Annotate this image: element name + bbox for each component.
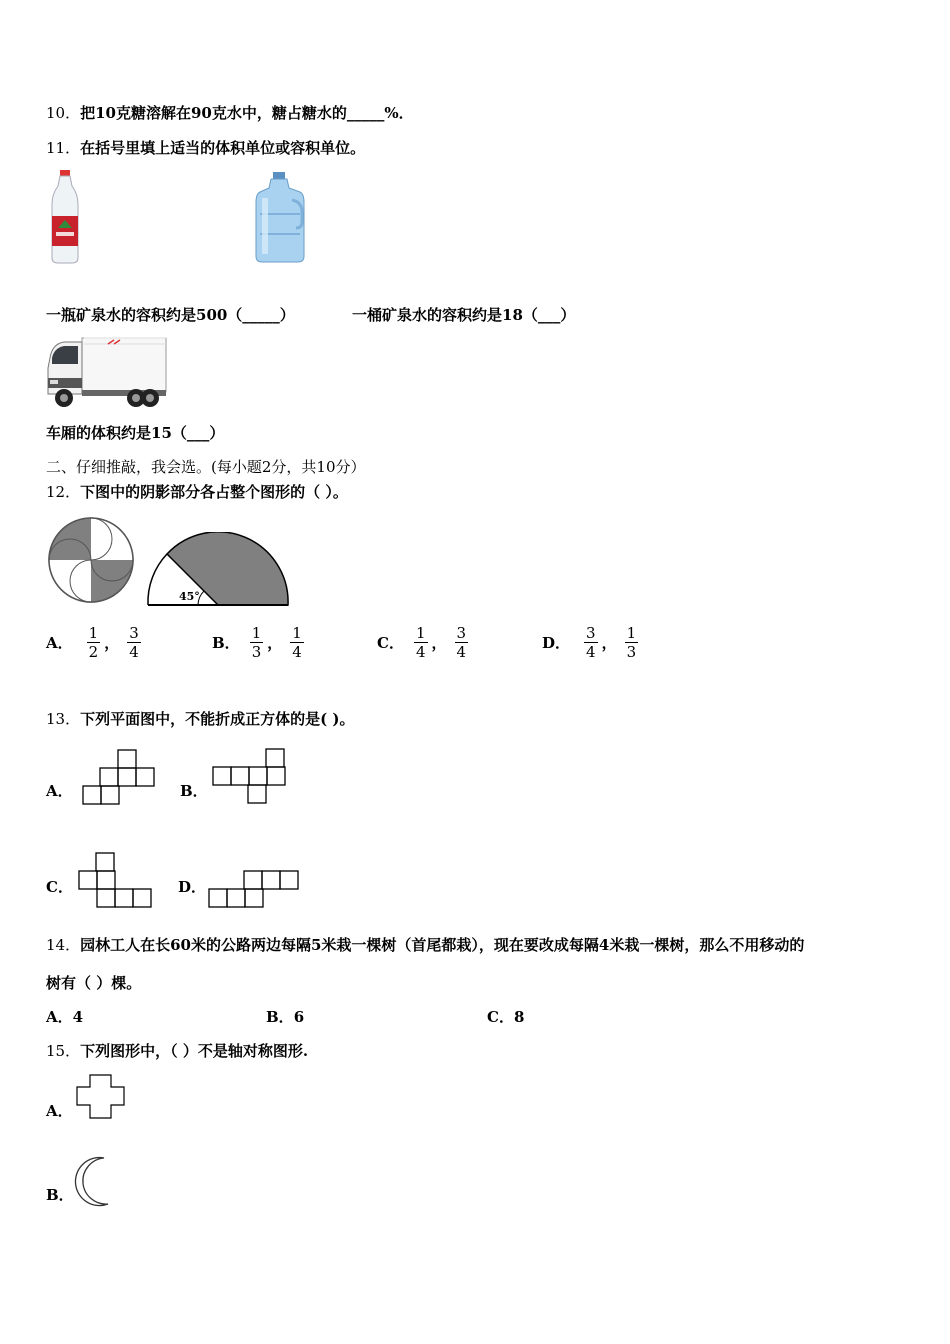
option-label: D． bbox=[542, 634, 571, 652]
option-label: C． bbox=[487, 1008, 514, 1026]
water-jug-icon bbox=[254, 172, 306, 264]
option-a-label[interactable]: A． bbox=[46, 782, 73, 800]
fraction: $\frac{3}{4}$ bbox=[456, 624, 467, 661]
truck-icon bbox=[44, 334, 168, 410]
option-b-label[interactable]: B． bbox=[46, 1186, 74, 1204]
option-d[interactable]: D． $\frac{3}{4}$ ， $\frac{1}{3}$ bbox=[542, 624, 637, 661]
option-label: C． bbox=[377, 634, 404, 652]
question-12 bbox=[46, 481, 348, 502]
fraction: $\frac{1}{4}$ bbox=[415, 624, 426, 661]
option-label: A． bbox=[46, 634, 73, 652]
section-2-heading: 二、仔细推敲，我会选。(每小题2分，共10分） bbox=[46, 458, 366, 476]
option-b[interactable]: B． $\frac{1}{3}$ ， $\frac{1}{4}$ bbox=[212, 624, 302, 661]
question-text: 园林工人在长60米的公路两边每隔5米栽一棵树（首尾都栽），现在要改成每隔4米栽一棵树，那么不用移动的 bbox=[80, 936, 805, 954]
question-number: 12． bbox=[46, 483, 81, 501]
option-label: A． bbox=[46, 1008, 73, 1026]
question-14 bbox=[46, 934, 804, 955]
option-a[interactable]: A． $\frac{1}{2}$ ， $\frac{3}{4}$ bbox=[46, 624, 139, 661]
truck-volume-line: 车厢的体积约是15（___） bbox=[46, 424, 225, 442]
question-13 bbox=[46, 708, 355, 729]
cube-net-d bbox=[208, 870, 300, 910]
question-text: 在括号里填上适当的体积单位或容积单位。 bbox=[80, 139, 366, 157]
fraction: $\frac{1}{3}$ bbox=[251, 624, 262, 661]
option-label: B． bbox=[266, 1008, 294, 1026]
option-c-label[interactable]: C． bbox=[46, 878, 73, 896]
option-value: 8 bbox=[513, 1008, 525, 1026]
crescent-moon-icon bbox=[74, 1156, 112, 1208]
cube-net-a bbox=[82, 749, 156, 805]
shaded-semicircle-figure bbox=[146, 532, 290, 608]
fraction: $\frac{1}{2}$ bbox=[88, 624, 99, 661]
question-text: 下列图形中，（ ）不是轴对称图形. bbox=[80, 1042, 309, 1060]
question-number: 13． bbox=[46, 710, 81, 728]
option-value: 4 bbox=[72, 1008, 84, 1026]
question-number: 10． bbox=[46, 104, 81, 122]
shaded-circle-figure bbox=[47, 516, 135, 604]
question-number: 14． bbox=[46, 936, 81, 954]
option-b-label[interactable]: B． bbox=[180, 782, 208, 800]
question-text: 下图中的阴影部分各占整个图形的（ ）。 bbox=[80, 483, 348, 501]
question-11 bbox=[46, 137, 365, 158]
cube-net-c bbox=[78, 852, 152, 910]
water-bottle-icon bbox=[50, 170, 80, 264]
angle-label: 45° bbox=[179, 590, 200, 603]
fraction: $\frac{1}{4}$ bbox=[292, 624, 302, 661]
jug-capacity-line: 一桶矿泉水的容积约是18（___） bbox=[352, 306, 576, 324]
question-10 bbox=[46, 102, 414, 123]
question-number: 11． bbox=[46, 139, 81, 157]
option-b[interactable] bbox=[266, 1006, 304, 1027]
question-15 bbox=[46, 1040, 308, 1061]
option-d-label[interactable]: D． bbox=[178, 878, 207, 896]
question-number: 15． bbox=[46, 1042, 81, 1060]
cross-shape-icon bbox=[76, 1074, 126, 1120]
fraction: $\frac{1}{3}$ bbox=[626, 624, 637, 661]
fraction: $\frac{3}{4}$ bbox=[586, 624, 596, 661]
option-a[interactable] bbox=[46, 1006, 83, 1027]
bottle-capacity-line: 一瓶矿泉水的容积约是500（_____） bbox=[46, 306, 295, 324]
option-c[interactable] bbox=[487, 1006, 524, 1027]
option-value: 6 bbox=[293, 1008, 305, 1026]
question-14-continued: 树有（ ）棵。 bbox=[46, 974, 142, 992]
question-text: 下列平面图中，不能折成正方体的是( )。 bbox=[80, 710, 355, 728]
question-text: 把10克糖溶解在90克水中，糖占糖水的_____%． bbox=[80, 104, 414, 122]
option-c[interactable]: C． $\frac{1}{4}$ ， $\frac{3}{4}$ bbox=[377, 624, 467, 661]
option-a-label[interactable]: A． bbox=[46, 1102, 73, 1120]
option-label: B． bbox=[212, 634, 240, 652]
fraction: $\frac{3}{4}$ bbox=[129, 624, 139, 661]
cube-net-b bbox=[212, 748, 288, 806]
